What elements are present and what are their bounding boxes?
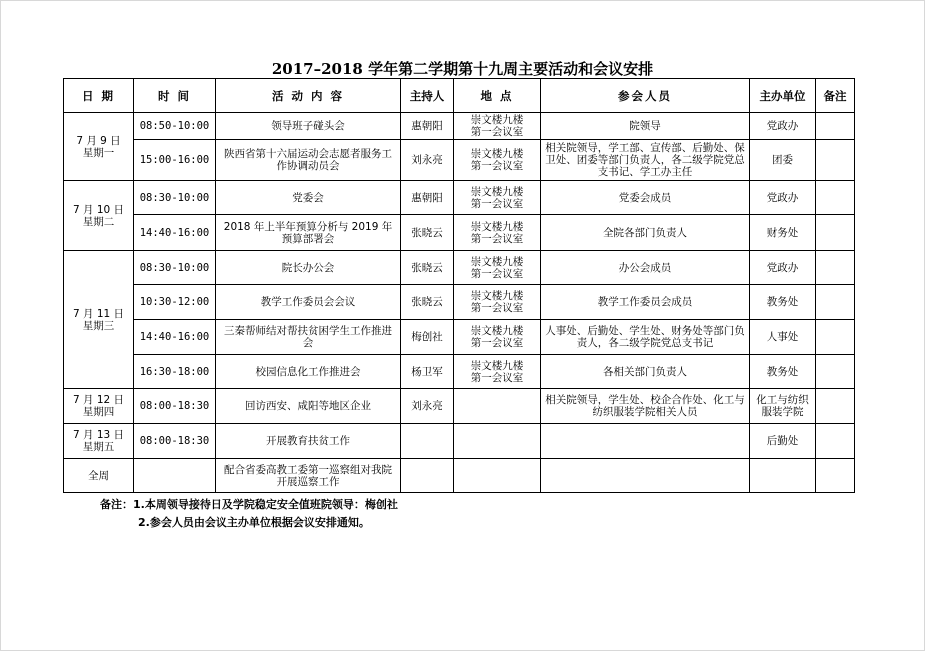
place-cell: 崇文楼九楼 第一会议室 bbox=[454, 355, 541, 389]
note-line-1: 备注：1.本周领导接待日及学院稳定安全值班院领导：梅创社 bbox=[100, 498, 398, 511]
organizer-cell: 人事处 bbox=[750, 320, 816, 355]
host-cell: 张晓云 bbox=[401, 215, 454, 251]
table-row bbox=[64, 355, 855, 389]
remarks-cell bbox=[816, 355, 855, 389]
time-cell: 08:30-10:00 bbox=[134, 251, 216, 285]
header-time: 时 间 bbox=[134, 79, 216, 113]
table-row bbox=[64, 181, 855, 215]
activity-cell: 开展教育扶贫工作 bbox=[216, 424, 401, 459]
time-cell: 08:50-10:00 bbox=[134, 113, 216, 140]
organizer-cell: 教务处 bbox=[750, 355, 816, 389]
remarks-cell bbox=[816, 285, 855, 320]
date-cell: 7 月 12 日 星期四 bbox=[64, 389, 134, 424]
host-cell: 刘永亮 bbox=[401, 389, 454, 424]
attendees-cell: 相关院领导，学工部、宣传部、后勤处、保卫处、团委等部门负责人，各二级学院党总支书记、学工办主任 bbox=[541, 140, 750, 181]
activity-cell: 2018 年上半年预算分析与 2019 年预算部署会 bbox=[216, 215, 401, 251]
host-cell: 杨卫军 bbox=[401, 355, 454, 389]
remarks-cell bbox=[816, 140, 855, 181]
date-cell: 7 月 11 日 星期三 bbox=[64, 251, 134, 389]
remarks-cell bbox=[816, 320, 855, 355]
place-cell: 崇文楼九楼 第一会议室 bbox=[454, 113, 541, 140]
organizer-cell bbox=[750, 459, 816, 493]
note-line-2: 2.参会人员由会议主办单位根据会议安排通知。 bbox=[138, 516, 370, 529]
activity-cell: 党委会 bbox=[216, 181, 401, 215]
activity-cell: 领导班子碰头会 bbox=[216, 113, 401, 140]
time-cell: 16:30-18:00 bbox=[134, 355, 216, 389]
activity-cell: 校园信息化工作推进会 bbox=[216, 355, 401, 389]
attendees-cell bbox=[541, 459, 750, 493]
place-cell: 崇文楼九楼 第一会议室 bbox=[454, 181, 541, 215]
table-row bbox=[64, 320, 855, 355]
organizer-cell: 党政办 bbox=[750, 181, 816, 215]
time-cell: 10:30-12:00 bbox=[134, 285, 216, 320]
attendees-cell: 各相关部门负责人 bbox=[541, 355, 750, 389]
attendees-cell: 人事处、后勤处、学生处、财务处等部门负责人，各二级学院党总支书记 bbox=[541, 320, 750, 355]
header-attendees: 参会人员 bbox=[541, 79, 750, 113]
remarks-cell bbox=[816, 424, 855, 459]
attendees-cell: 办公会成员 bbox=[541, 251, 750, 285]
activity-cell: 三秦帮师结对帮扶贫困学生工作推进会 bbox=[216, 320, 401, 355]
time-cell: 14:40-16:00 bbox=[134, 215, 216, 251]
organizer-cell: 党政办 bbox=[750, 251, 816, 285]
time-cell: 14:40-16:00 bbox=[134, 320, 216, 355]
page-title: 2017–2018 学年第二学期第十九周主要活动和会议安排 bbox=[271, 60, 654, 78]
remarks-cell bbox=[816, 181, 855, 215]
time-cell: 08:00-18:30 bbox=[134, 424, 216, 459]
time-cell: 08:30-10:00 bbox=[134, 181, 216, 215]
activity-cell: 教学工作委员会会议 bbox=[216, 285, 401, 320]
attendees-cell: 全院各部门负责人 bbox=[541, 215, 750, 251]
table-row bbox=[64, 424, 855, 459]
host-cell: 刘永亮 bbox=[401, 140, 454, 181]
place-cell bbox=[454, 424, 541, 459]
place-cell: 崇文楼九楼 第一会议室 bbox=[454, 215, 541, 251]
host-cell: 张晓云 bbox=[401, 251, 454, 285]
organizer-cell: 团委 bbox=[750, 140, 816, 181]
activity-cell: 回访西安、咸阳等地区企业 bbox=[216, 389, 401, 424]
remarks-cell bbox=[816, 215, 855, 251]
time-cell: 15:00-16:00 bbox=[134, 140, 216, 181]
place-cell bbox=[454, 389, 541, 424]
place-cell: 崇文楼九楼 第一会议室 bbox=[454, 140, 541, 181]
organizer-cell: 化工与纺织 服装学院 bbox=[750, 389, 816, 424]
host-cell: 惠朝阳 bbox=[401, 113, 454, 140]
table-row bbox=[64, 251, 855, 285]
place-cell: 崇文楼九楼 第一会议室 bbox=[454, 285, 541, 320]
time-cell: 08:00-18:30 bbox=[134, 389, 216, 424]
date-cell: 7 月 9 日 星期一 bbox=[64, 113, 134, 181]
organizer-cell: 党政办 bbox=[750, 113, 816, 140]
time-cell bbox=[134, 459, 216, 493]
table-row bbox=[64, 389, 855, 424]
place-cell: 崇文楼九楼 第一会议室 bbox=[454, 320, 541, 355]
activity-cell: 陕西省第十六届运动会志愿者服务工作协调动员会 bbox=[216, 140, 401, 181]
attendees-cell: 相关院领导，学生处、校企合作处、化工与纺织服装学院相关人员 bbox=[541, 389, 750, 424]
table-row bbox=[64, 459, 855, 493]
organizer-cell: 财务处 bbox=[750, 215, 816, 251]
table-row bbox=[64, 285, 855, 320]
activity-cell: 院长办公会 bbox=[216, 251, 401, 285]
remarks-cell bbox=[816, 251, 855, 285]
schedule-table bbox=[63, 78, 855, 493]
header-row bbox=[64, 79, 855, 113]
place-cell: 崇文楼九楼 第一会议室 bbox=[454, 251, 541, 285]
activity-cell: 配合省委高教工委第一巡察组对我院开展巡察工作 bbox=[216, 459, 401, 493]
table-row bbox=[64, 140, 855, 181]
remarks-cell bbox=[816, 459, 855, 493]
header-organizer: 主办单位 bbox=[750, 79, 816, 113]
attendees-cell: 院领导 bbox=[541, 113, 750, 140]
remarks-cell bbox=[816, 389, 855, 424]
header-remarks: 备注 bbox=[816, 79, 855, 113]
date-cell: 7 月 10 日 星期二 bbox=[64, 181, 134, 251]
header-date: 日 期 bbox=[64, 79, 134, 113]
attendees-cell bbox=[541, 424, 750, 459]
attendees-cell: 教学工作委员会成员 bbox=[541, 285, 750, 320]
table-row bbox=[64, 113, 855, 140]
host-cell: 惠朝阳 bbox=[401, 181, 454, 215]
remarks-cell bbox=[816, 113, 855, 140]
place-cell bbox=[454, 459, 541, 493]
date-cell: 7 月 13 日 星期五 bbox=[64, 424, 134, 459]
table-row bbox=[64, 215, 855, 251]
organizer-cell: 教务处 bbox=[750, 285, 816, 320]
attendees-cell: 党委会成员 bbox=[541, 181, 750, 215]
host-cell: 梅创社 bbox=[401, 320, 454, 355]
host-cell bbox=[401, 459, 454, 493]
host-cell: 张晓云 bbox=[401, 285, 454, 320]
header-host: 主持人 bbox=[401, 79, 454, 113]
organizer-cell: 后勤处 bbox=[750, 424, 816, 459]
host-cell bbox=[401, 424, 454, 459]
header-place: 地 点 bbox=[454, 79, 541, 113]
date-cell: 全周 bbox=[64, 459, 134, 493]
header-activity: 活 动 内 容 bbox=[216, 79, 401, 113]
